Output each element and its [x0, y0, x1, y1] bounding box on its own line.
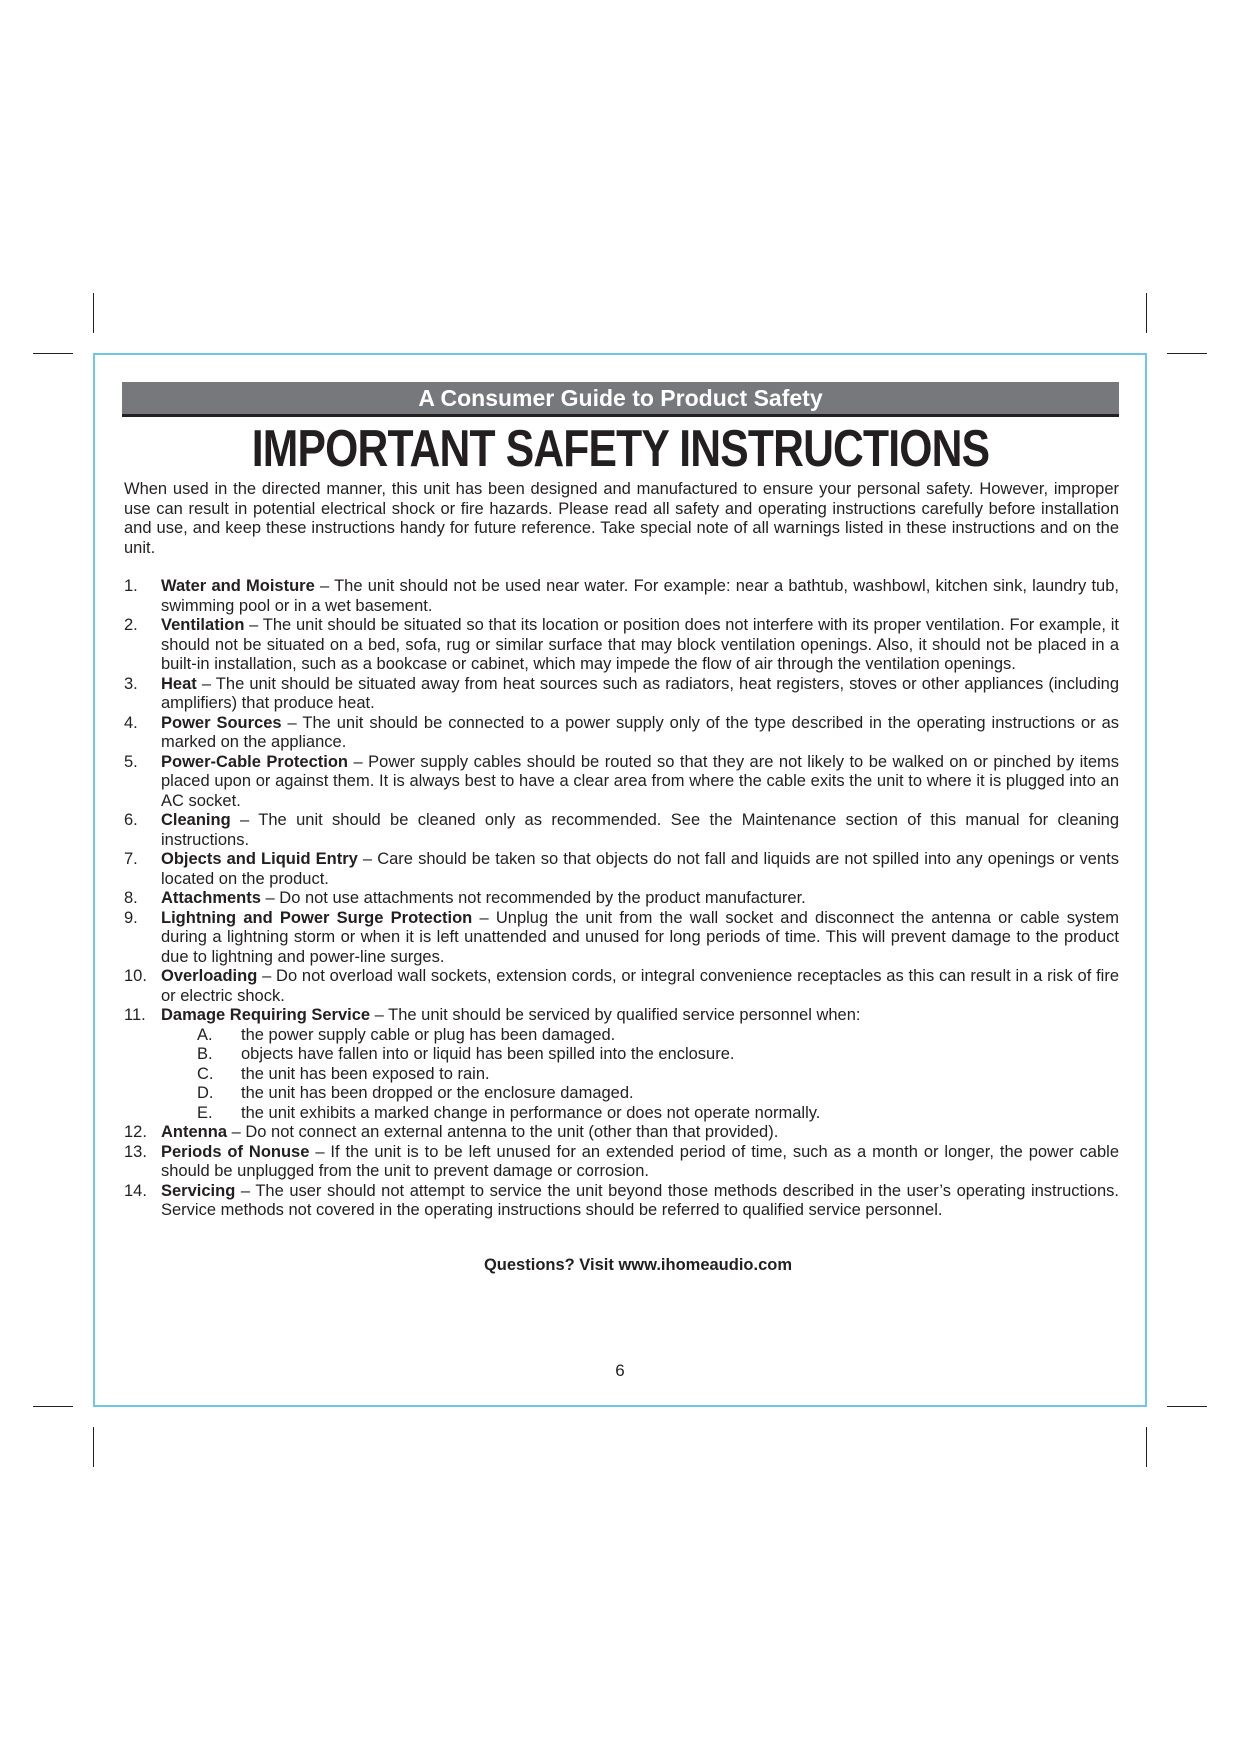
item-number: 5. — [124, 752, 138, 771]
item-text: – Do not use attachments not recommended by the product manufacturer. — [260, 889, 806, 907]
instruction-item — [124, 616, 1119, 675]
item-text: – The user should not attempt to service the unit beyond those methods described in the user’s operating instructions. Service methods not covered in the operating instructions should be referred to qualified service personnel. — [161, 1181, 1119, 1219]
item-text: – Do not overload wall sockets, extension cords, or integral convenience receptacles as this can result in a risk of fire or electric shock. — [161, 967, 1119, 1005]
item-text: – The unit should be serviced by qualified service personnel when: — [370, 1006, 861, 1024]
item-title: Heat — [161, 674, 197, 693]
item-number: 3. — [124, 674, 138, 693]
item-title: Water and Moisture — [161, 577, 315, 595]
section-banner: A Consumer Guide to Product Safety — [122, 382, 1119, 414]
instruction-item — [124, 909, 1119, 968]
item-title: Cleaning — [161, 811, 231, 829]
condition-letter: A. — [197, 1025, 213, 1044]
instruction-item — [124, 811, 1119, 850]
service-condition — [161, 1045, 1119, 1065]
questions-link: Questions? Visit www.ihomeaudio.com — [483, 1256, 793, 1274]
banner-rule — [122, 414, 1119, 417]
condition-text: the unit has been dropped or the enclosure damaged. — [241, 1084, 634, 1102]
item-number: 1. — [124, 577, 138, 595]
item-title: Attachments — [161, 889, 261, 907]
item-number: 9. — [124, 908, 138, 927]
condition-letter: B. — [197, 1045, 213, 1063]
service-condition — [161, 1026, 1119, 1046]
instruction-item — [124, 577, 1119, 616]
item-text: – The unit should be cleaned only as recommended. See the Maintenance section of this manual for cleaning instructions. — [161, 811, 1119, 849]
service-conditions-list — [161, 1026, 1119, 1124]
instruction-list — [124, 577, 1119, 1221]
instruction-item — [124, 1182, 1119, 1221]
condition-text: the unit has been exposed to rain. — [241, 1064, 490, 1083]
item-number: 4. — [124, 713, 138, 732]
item-number: 7. — [124, 850, 138, 868]
item-number: 10. — [124, 967, 147, 985]
instruction-item — [124, 1123, 1119, 1143]
item-number: 2. — [124, 616, 138, 634]
item-title: Antenna — [161, 1123, 227, 1141]
item-title: Power Sources — [161, 713, 282, 732]
item-title: Objects and Liquid Entry — [161, 850, 358, 868]
crop-mark-top-left — [93, 293, 94, 333]
item-title: Servicing — [161, 1181, 236, 1200]
item-text: – If the unit is to be left unused for an extended period of time, such as a month or longer, the power cable should be unplugged from the unit to prevent damage or corrosion. — [161, 1142, 1119, 1180]
page-number: 6 — [615, 1361, 625, 1380]
item-title: Power-Cable Protection — [161, 752, 349, 771]
condition-letter: D. — [197, 1084, 214, 1102]
item-number: 14. — [124, 1181, 147, 1200]
condition-text: objects have fallen into or liquid has been spilled into the enclosure. — [241, 1045, 735, 1063]
item-title: Overloading — [161, 967, 258, 985]
item-text: – Power supply cables should be routed so that they are not likely to be walked on or pinched by items placed upon or against them. It is always best to have a clear area from where the cable exits the unit to where it is plugged into an AC socket. — [161, 752, 1119, 810]
instruction-item — [124, 675, 1119, 714]
service-condition — [161, 1065, 1119, 1085]
item-text: – Do not connect an external antenna to the unit (other than that provided). — [227, 1123, 779, 1141]
item-title: Periods of Nonuse — [161, 1142, 310, 1161]
intro-paragraph: When used in the directed manner, this unit has been designed and manufactured to ensure your personal safety. However, improper use can result in potential electrical shock or fire hazards. Please read all safety and operating instructions carefully before installation and use, and keep these instructions handy for future reference. Take special note of all warnings listed in these instructions and on the unit. — [124, 480, 1119, 557]
condition-letter: C. — [197, 1064, 214, 1083]
item-text: – Care should be taken so that objects do not fall and liquids are not spilled into any openings or vents located on the product. — [161, 850, 1119, 888]
crop-mark-bottom-right — [1146, 1427, 1147, 1467]
condition-text: the unit exhibits a marked change in performance or does not operate normally. — [241, 1103, 821, 1122]
crop-mark-top-right — [1146, 293, 1147, 333]
item-number: 6. — [124, 811, 138, 829]
item-title: Damage Requiring Service — [161, 1006, 371, 1024]
item-text: – Unplug the unit from the wall socket and disconnect the antenna or cable system during a lightning storm or when it is left unattended and unused for long periods of time. This will prevent damage to the product due to lightning and power-line surges. — [161, 908, 1119, 966]
item-number: 11. — [124, 1006, 146, 1024]
page-title: IMPORTANT SAFETY INSTRUCTIONS — [251, 420, 990, 478]
condition-text: the power supply cable or plug has been damaged. — [241, 1025, 616, 1044]
instruction-item — [124, 714, 1119, 753]
item-text: – The unit should be situated so that its location or position does not interfere with its proper ventilation. For example, it should not be situated on a bed, sofa, rug or similar surface that may block ventilation openings. Also, it should not be placed in a built-in installation, such as a bookcase or cabinet, which may impede the flow of air through the ventilation openings. — [161, 616, 1119, 673]
crop-mark-bottom-left — [93, 1427, 94, 1467]
service-condition — [161, 1104, 1119, 1124]
service-condition — [161, 1084, 1119, 1104]
instruction-item — [124, 753, 1119, 812]
item-text: – The unit should be connected to a power supply only of the type described in the operating instructions or as marked on the appliance. — [161, 713, 1120, 751]
item-text: – The unit should not be used near water. For example: near a bathtub, washbowl, kitchen sink, laundry tub, swimming pool or in a wet basement. — [161, 577, 1119, 615]
item-title: Lightning and Power Surge Protection — [161, 908, 473, 927]
instruction-item — [124, 889, 1119, 909]
crop-mark-bottom-left — [33, 1406, 73, 1407]
item-number: 12. — [124, 1123, 147, 1141]
item-number: 8. — [124, 889, 138, 907]
item-number: 13. — [124, 1142, 147, 1161]
instruction-item — [124, 1006, 1119, 1123]
item-title: Ventilation — [161, 616, 245, 634]
instruction-item — [124, 1143, 1119, 1182]
crop-mark-top-right — [1167, 353, 1207, 354]
crop-mark-bottom-right — [1167, 1406, 1207, 1407]
instruction-item — [124, 850, 1119, 889]
crop-mark-top-left — [33, 353, 73, 354]
item-text: – The unit should be situated away from heat sources such as radiators, heat registers, stoves or other appliances (including amplifiers) that produce heat. — [161, 674, 1119, 712]
instruction-item — [124, 967, 1119, 1006]
condition-letter: E. — [197, 1103, 213, 1122]
